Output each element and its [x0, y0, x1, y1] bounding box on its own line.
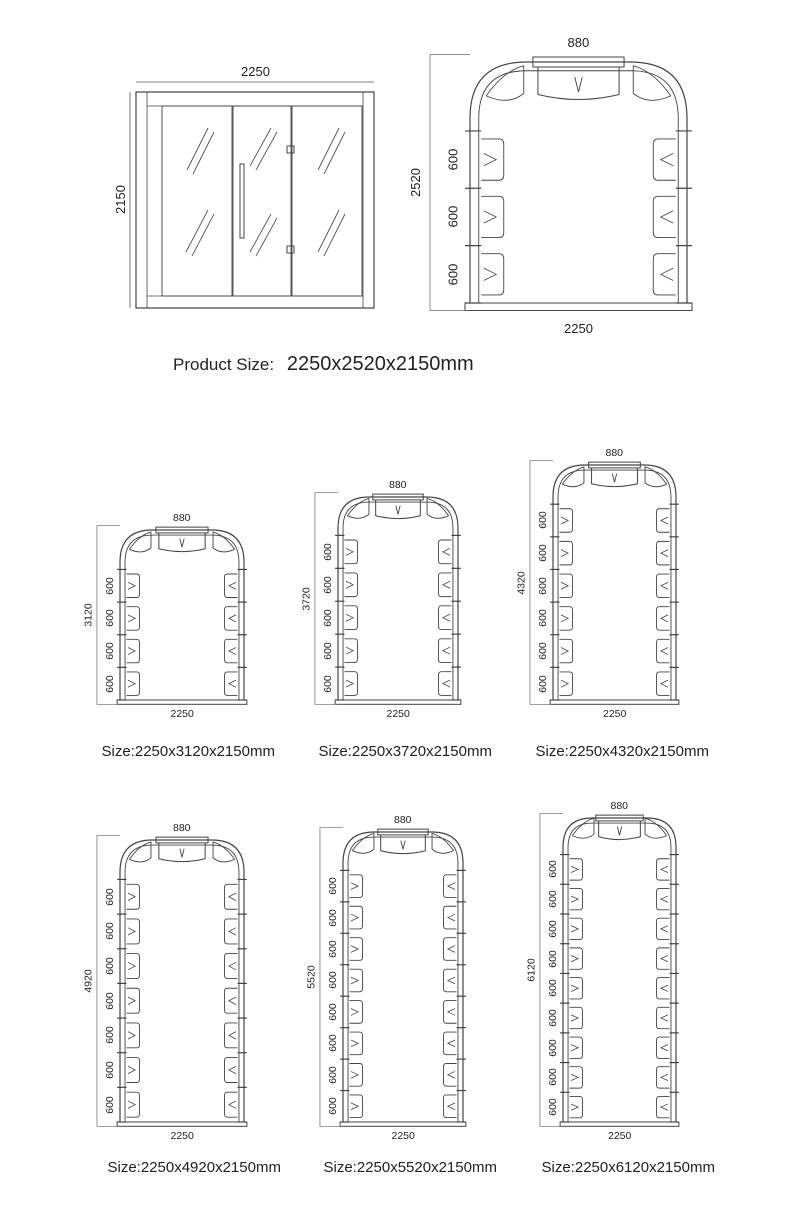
variant-6-left-seat-mark	[571, 1045, 578, 1051]
variant-5-module-label: 600	[326, 971, 339, 990]
variant-1-width-label: 2250	[170, 708, 194, 721]
variant-6-left-seat-mark	[571, 926, 578, 932]
variant-3-caption: Size:2250x4320x2150mm	[535, 742, 709, 760]
variant-4-caption: Size:2250x4920x2150mm	[107, 1158, 281, 1176]
variant-4-module-label: 600	[103, 1061, 116, 1079]
variant-2-depth-label: 3720	[300, 586, 313, 611]
variant-1-module-label: 600	[103, 674, 116, 693]
variant-6-left-seat-mark	[571, 1074, 578, 1080]
main-plan-top-label: 880	[567, 34, 590, 50]
variant-3-top-label: 880	[605, 447, 624, 460]
variant-6-left-seat	[569, 859, 582, 880]
variant-6-module-label: 600	[546, 1098, 559, 1116]
variant-6-left-seat	[569, 888, 582, 909]
variant-1-caption: Size:2250x3120x2150mm	[101, 742, 275, 760]
variant-6-left-seat-mark	[571, 985, 578, 991]
front-height-label: 2150	[112, 185, 128, 214]
variant-6-head-seat	[599, 821, 641, 840]
variant-5-module-label: 600	[326, 1066, 339, 1084]
variant-6-left-seat	[569, 1067, 582, 1088]
variant-1-module-label: 600	[103, 576, 116, 595]
main-plan-module-label: 600	[444, 148, 460, 171]
variant-2-module-label: 600	[321, 608, 334, 627]
variant-6-depth-label: 6120	[525, 958, 538, 982]
variant-6-inner-wall	[568, 823, 671, 1122]
variant-6-top-label: 880	[610, 800, 629, 813]
variant-6-left-seat-mark	[571, 866, 578, 872]
variant-6-right-seat	[657, 888, 670, 909]
variant-6-left-seat	[569, 918, 582, 939]
variant-6-left-seat	[569, 1037, 582, 1058]
variant-5-caption: Size:2250x5520x2150mm	[323, 1158, 497, 1176]
variant-6-module-label: 600	[546, 1068, 559, 1087]
variant-2-caption: Size:2250x3720x2150mm	[318, 742, 492, 760]
variant-6-left-seat	[569, 1096, 582, 1117]
variant-6-left-seat	[569, 1007, 582, 1028]
variant-2-module-label: 600	[321, 641, 334, 660]
variant-6-right-seat-mark	[661, 1074, 668, 1080]
variant-6-right-seat	[657, 1037, 670, 1058]
variant-4-module-label: 600	[103, 1026, 116, 1045]
variant-6-left-seat	[569, 978, 582, 999]
variant-6-module-label: 600	[546, 1009, 559, 1027]
variant-6-module-label: 600	[546, 920, 559, 938]
variant-6-module-label: 600	[546, 949, 559, 968]
variant-5-module-label: 600	[326, 1097, 339, 1116]
variant-6-base-plate	[560, 1122, 679, 1126]
variant-4-module-label: 600	[103, 888, 116, 906]
variant-6-caption: Size:2250x6120x2150mm	[541, 1158, 715, 1176]
variant-5-module-label: 600	[326, 908, 339, 927]
variant-6-right-seat-mark	[661, 866, 668, 872]
variant-6-right-seat-mark	[661, 926, 668, 932]
variant-4-module-label: 600	[103, 957, 116, 975]
variant-5-top-label: 880	[394, 814, 412, 827]
main-plan-width-label: 2250	[564, 320, 593, 336]
variant-6-right-seat-mark	[661, 1045, 668, 1051]
variant-4-module-label: 600	[103, 991, 116, 1010]
variant-2-module-label: 600	[321, 543, 334, 561]
variant-6-right-seat-mark	[661, 985, 668, 991]
variant-6-right-seat	[657, 918, 670, 939]
main-plan-module-label: 600	[444, 263, 460, 286]
variant-4-module-label: 600	[103, 1095, 116, 1114]
variant-2-module-label: 600	[321, 674, 334, 693]
variant-1-top-label: 880	[173, 512, 191, 525]
variant-6-right-seat-mark	[661, 1104, 668, 1110]
variant-6-left-seat-mark	[571, 1015, 578, 1021]
variant-1-depth-label: 3120	[82, 603, 95, 627]
variant-6-right-seat-mark	[661, 896, 668, 902]
variant-6-module-label: 600	[546, 979, 559, 998]
variant-4-module-label: 600	[103, 922, 116, 941]
variant-4-width-label: 2250	[170, 1130, 194, 1143]
variant-6-right-seat	[657, 978, 670, 999]
variant-6-left-seat-mark	[571, 955, 578, 961]
variant-6-right-seat	[657, 948, 670, 969]
variant-6-right-seat	[657, 1096, 670, 1117]
variant-6-right-seat-mark	[661, 1015, 668, 1021]
variant-5-module-label: 600	[326, 1034, 339, 1053]
variant-6-left-seat-mark	[571, 896, 578, 902]
variant-3-module-label: 600	[536, 642, 549, 660]
variant-6-head-mark	[617, 827, 621, 836]
variant-1-module-label: 600	[103, 609, 116, 628]
main-plan-module-label: 600	[444, 206, 460, 228]
product-size-value: 2250x2520x2150mm	[286, 353, 474, 375]
variant-5-depth-label: 5520	[305, 965, 318, 989]
variant-6-right-seat	[657, 859, 670, 880]
variant-5-width-label: 2250	[391, 1130, 415, 1143]
variant-2-module-label: 600	[321, 576, 334, 594]
variant-6-left-seat	[569, 948, 582, 969]
variant-3-module-label: 600	[536, 544, 549, 562]
variant-6-module-label: 600	[546, 1038, 559, 1057]
variant-6-right-seat-mark	[661, 955, 668, 961]
variant-3-depth-label: 4320	[515, 570, 528, 595]
variant-2-width-label: 2250	[386, 708, 410, 721]
variant-6-width-label: 2250	[608, 1130, 632, 1143]
variant-3-module-label: 600	[536, 511, 549, 530]
variant-3-module-label: 600	[536, 674, 549, 693]
variant-4-depth-label: 4920	[82, 969, 95, 993]
front-width-label: 2250	[241, 64, 270, 79]
variant-2-top-label: 880	[389, 479, 407, 492]
variant-5-module-label: 600	[326, 1003, 339, 1021]
variant-3-module-label: 600	[536, 577, 549, 595]
main-plan-depth-label: 2520	[407, 168, 423, 197]
variant-6-left-seat-mark	[571, 1104, 578, 1110]
variant-5-module-label: 600	[326, 877, 339, 895]
variant-1-module-label: 600	[103, 642, 116, 660]
variant-3-width-label: 2250	[603, 708, 627, 721]
variant-4-top-label: 880	[173, 822, 191, 835]
variant-3-module-label: 600	[536, 609, 549, 628]
product-size-prefix: Product Size:	[173, 355, 275, 374]
variant-6-outer-wall	[563, 818, 676, 1122]
variant-6-right-seat	[657, 1007, 670, 1028]
variant-5-module-label: 600	[326, 940, 339, 958]
variant-6-module-label: 600	[546, 890, 559, 908]
variant-6-right-seat	[657, 1067, 670, 1088]
variant-6-module-label: 600	[546, 860, 559, 879]
